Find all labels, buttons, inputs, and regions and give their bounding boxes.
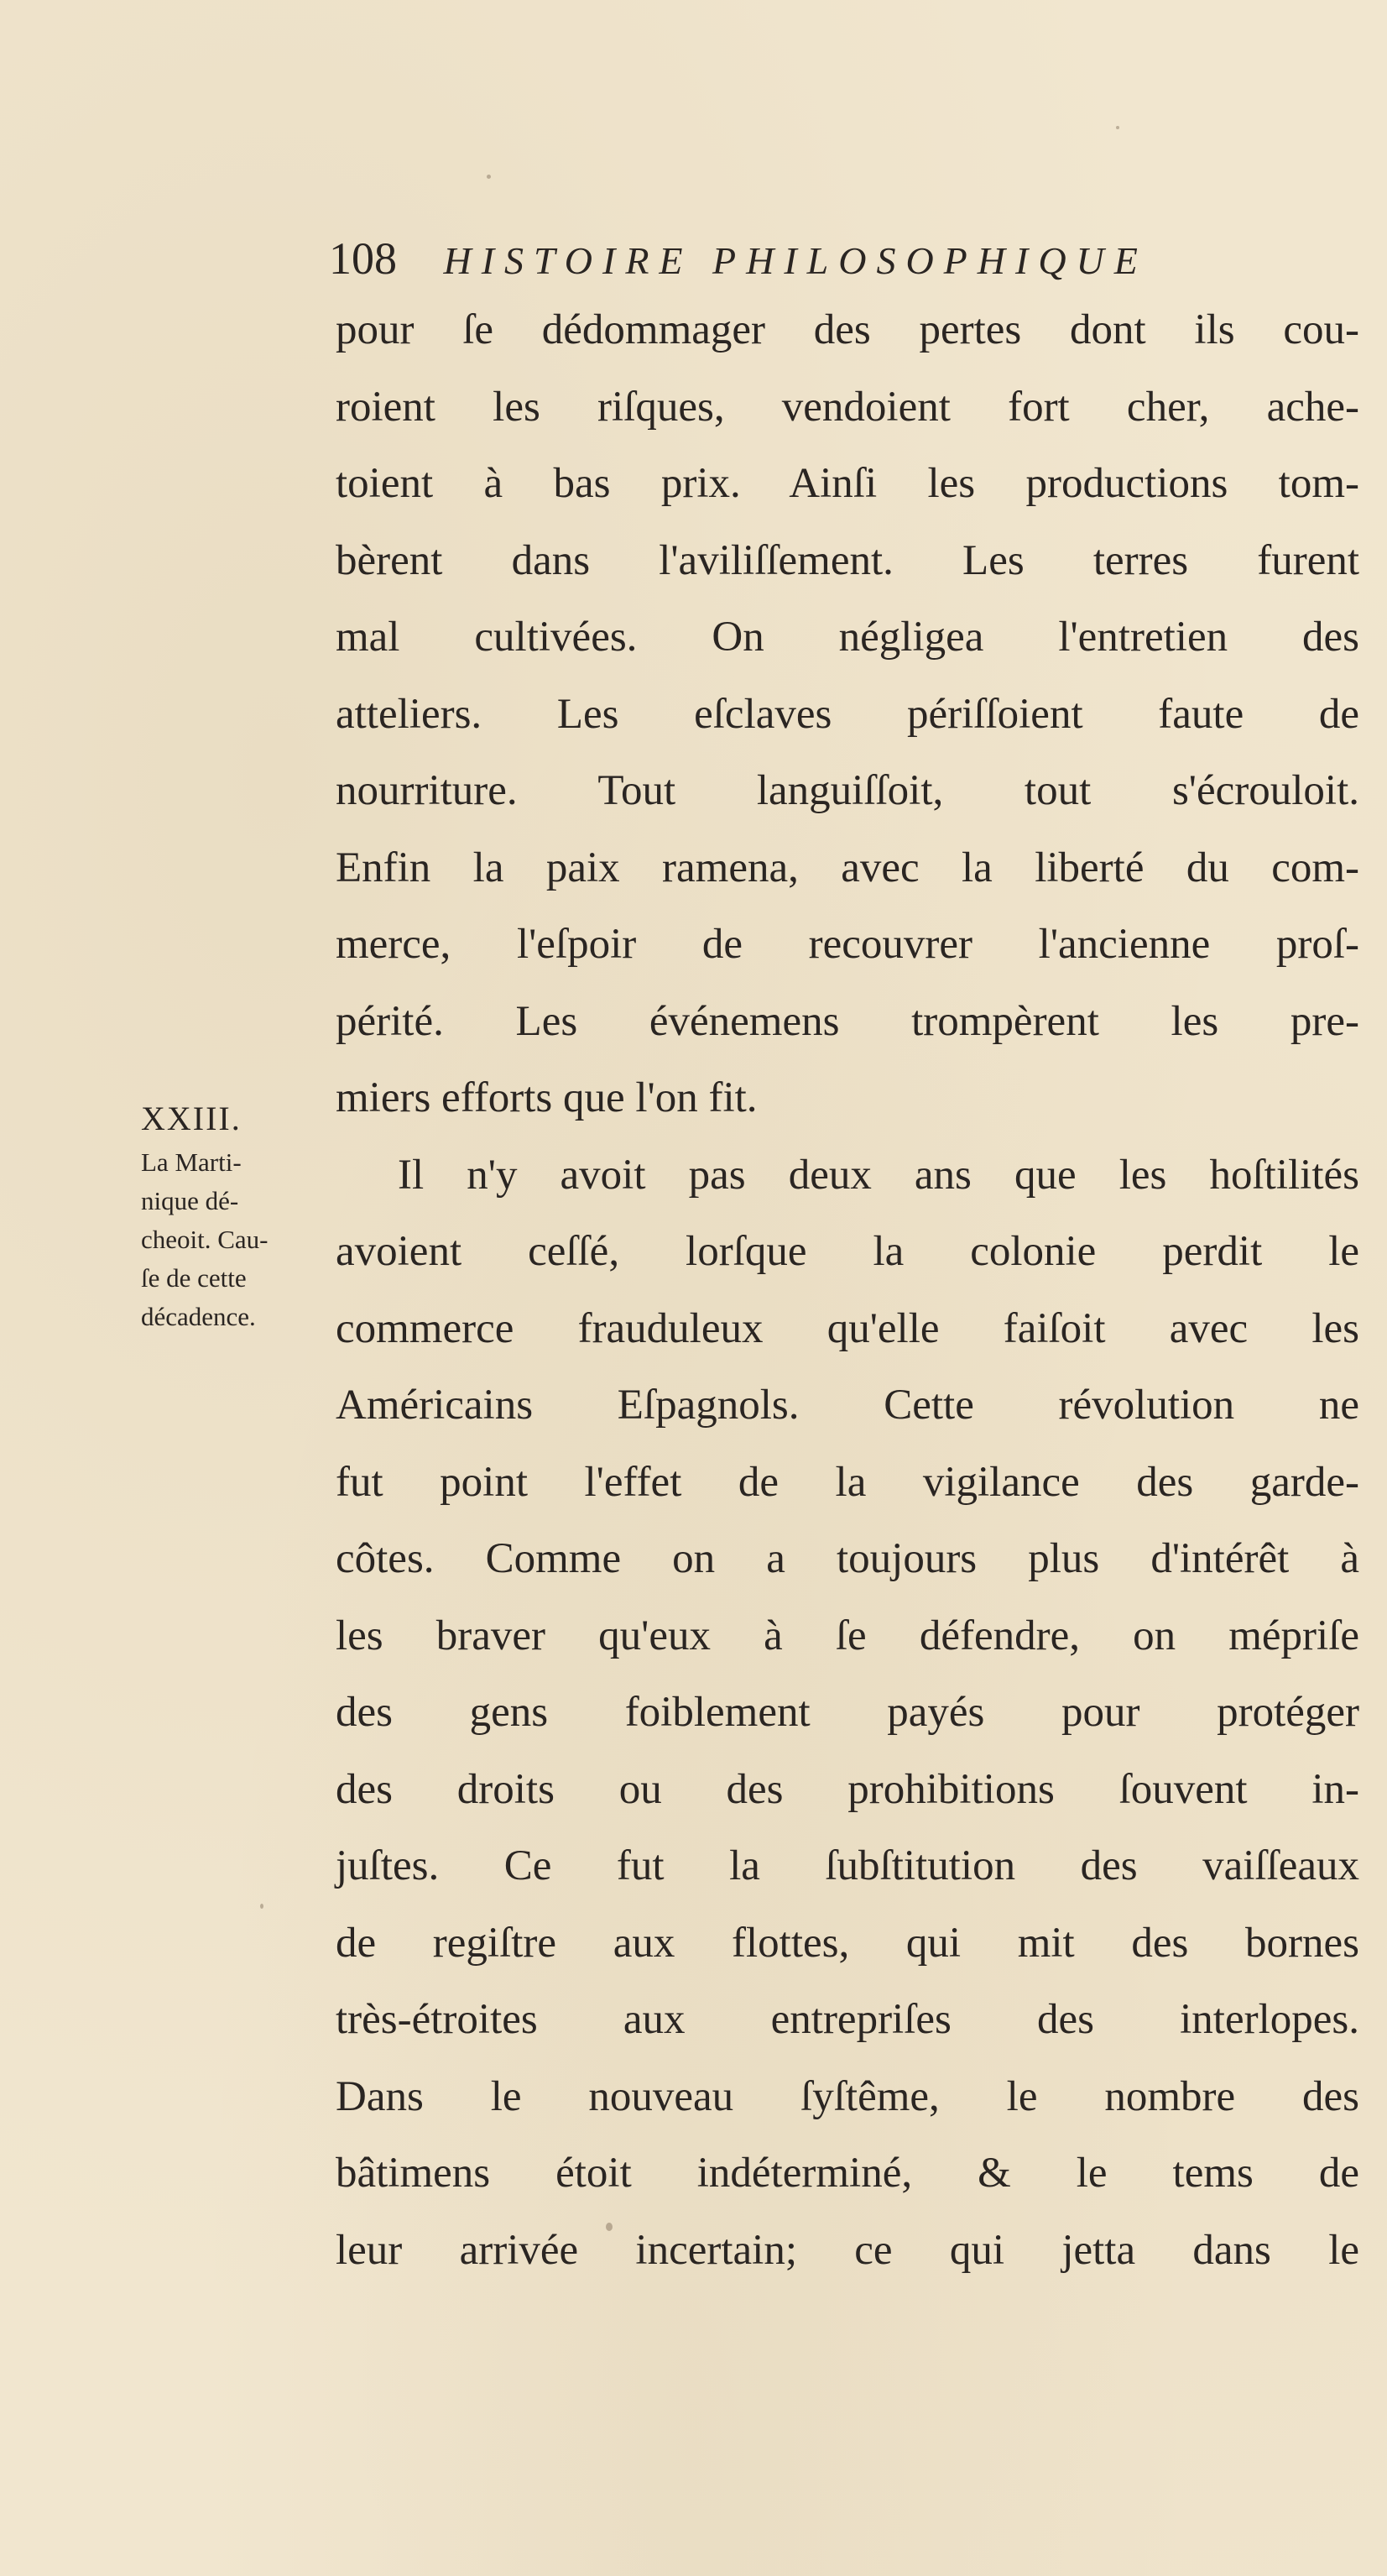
text-line: atteliers. Les eſclaves périſſoient faute de (336, 690, 1359, 738)
text-line: toient à bas prix. Ainſi les productions tom- (336, 460, 1359, 507)
text-line: des gens foiblement payés pour protéger (336, 1689, 1359, 1736)
text-line: miers efforts que l'on fit. (336, 1074, 758, 1121)
marginal-line: nique dé- (141, 1186, 239, 1215)
text-line: mal cultivées. On négligea l'entretien des (336, 614, 1359, 661)
paper-speck (487, 175, 491, 179)
text-line: roient les riſques, vendoient fort cher, ache- (336, 383, 1359, 431)
marginal-line: ſe de cette (141, 1263, 247, 1293)
marginal-note (141, 1098, 317, 1336)
text-line: Enfin la paix ramena, avec la liberté du com- (336, 844, 1359, 891)
page-number: 108 (329, 233, 397, 284)
text-line: Dans le nouveau ſyſtême, le nombre des (336, 2072, 1359, 2120)
text-line: les braver qu'eux à ſe défendre, on mépriſe (336, 1612, 1359, 1659)
paper-speck (1116, 126, 1119, 129)
paper-speck (260, 1904, 263, 1909)
text-line: leur arrivée incertain; ce qui jetta dans le (336, 2226, 1359, 2274)
text-line: commerce frauduleux qu'elle faiſoit avec les (336, 1304, 1359, 1352)
marginal-line: La Marti- (141, 1147, 242, 1177)
running-title: HISTOIRE PHILOSOPHIQUE (443, 239, 1148, 282)
text-line: bèrent dans l'aviliſſement. Les terres furent (336, 536, 1359, 584)
paper-speck (606, 2223, 613, 2231)
text-line: juſtes. Ce fut la ſubſtitution des vaiſſeaux (336, 1842, 1359, 1889)
text-line: très-étroites aux entrepriſes des interlopes. (336, 1996, 1359, 2043)
section-number: XXIII. (141, 1100, 242, 1137)
text-line: des droits ou des prohibitions ſouvent in- (336, 1765, 1359, 1813)
text-line: Il n'y avoit pas deux ans que les hoſtilités (398, 1151, 1359, 1199)
marginal-line: cheoit. Cau- (141, 1225, 269, 1254)
text-line: Américains Eſpagnols. Cette révolution ne (336, 1382, 1359, 1429)
text-line: fut point l'effet de la vigilance des garde- (336, 1458, 1359, 1506)
page-header (329, 225, 1361, 292)
text-line: périté. Les événemens trompèrent les pre- (336, 997, 1359, 1045)
text-line: merce, l'eſpoir de recouvrer l'ancienne proſ- (336, 921, 1359, 968)
marginal-line: décadence. (141, 1302, 256, 1331)
body-text (336, 292, 1359, 2289)
text-line: nourriture. Tout languiſſoit, tout s'écrouloit. (336, 767, 1359, 814)
text-line: bâtimens étoit indéterminé, & le tems de (336, 2150, 1359, 2197)
text-line: de regiſtre aux flottes, qui mit des bornes (336, 1919, 1359, 1967)
text-line: pour ſe dédommager des pertes dont ils cou- (336, 306, 1359, 353)
text-line: avoient ceſſé, lorſque la colonie perdit le (336, 1228, 1359, 1275)
text-line: côtes. Comme on a toujours plus d'intérêt à (336, 1535, 1359, 1582)
